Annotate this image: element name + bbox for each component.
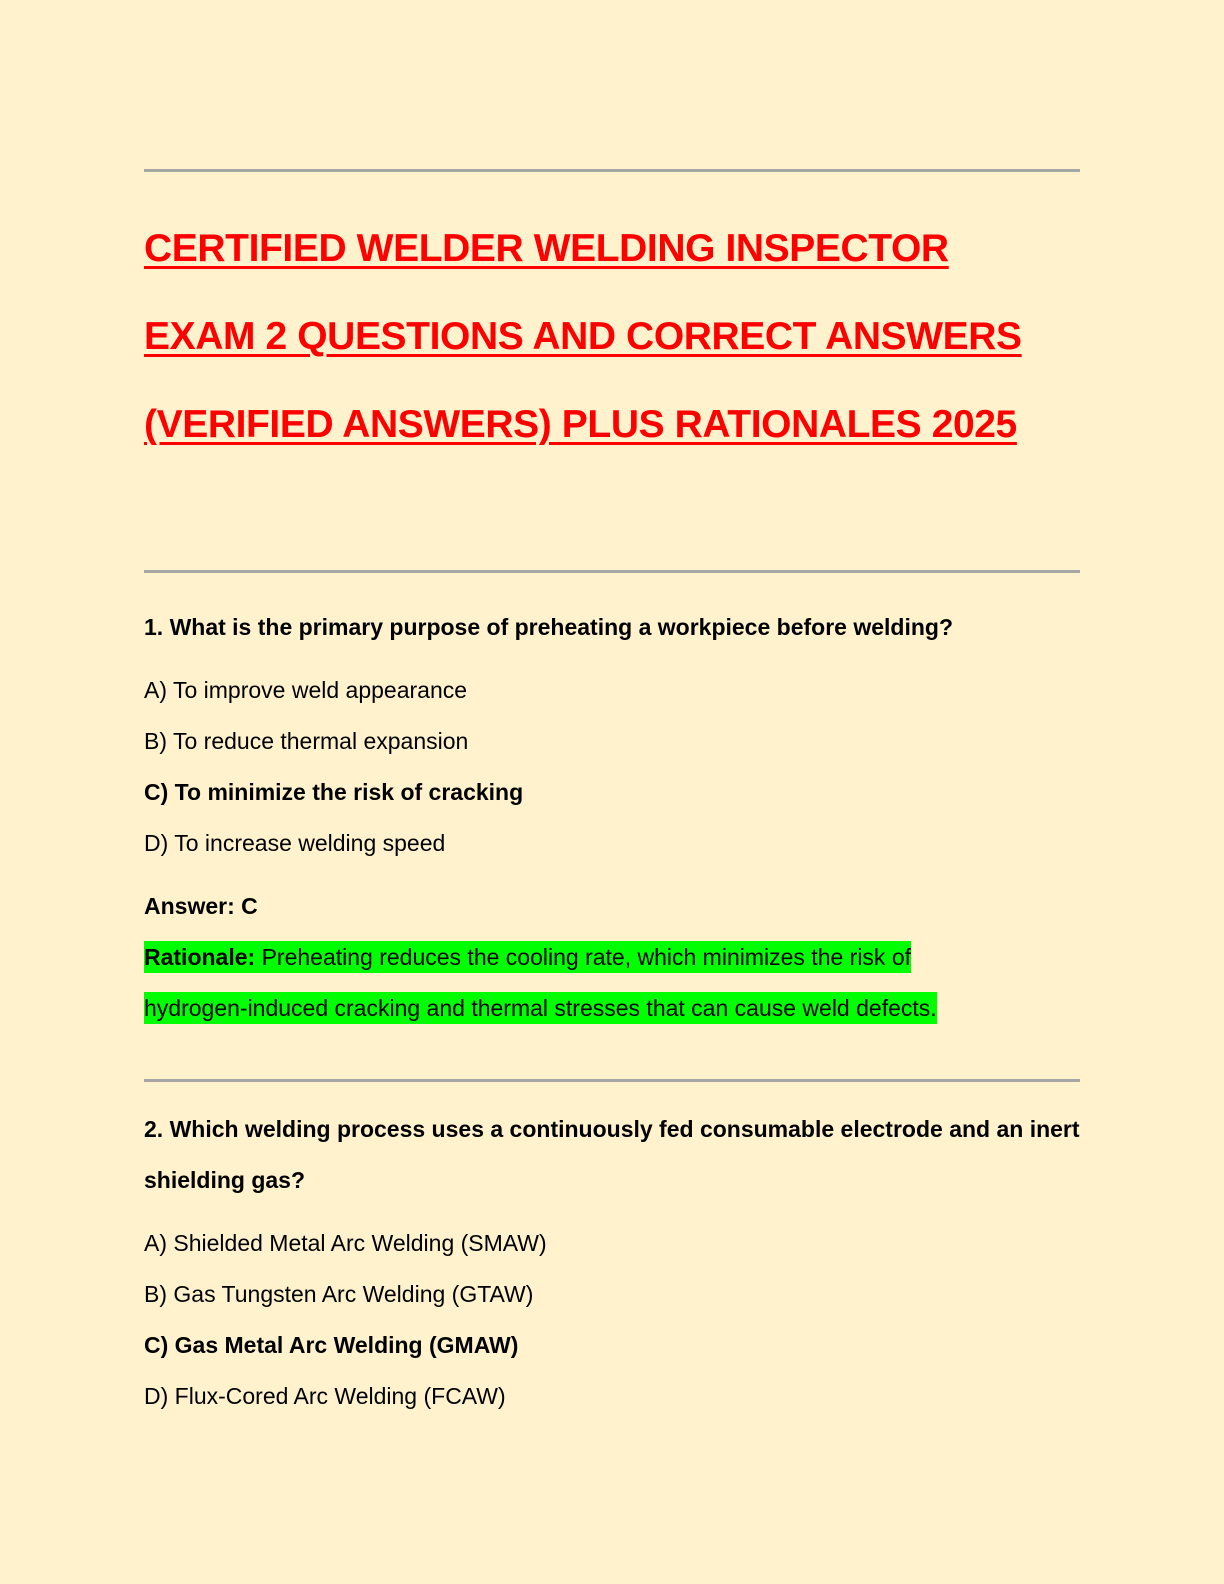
question-text: 1. What is the primary purpose of preheating a workpiece before welding? xyxy=(144,614,953,640)
option-c-correct: C) To minimize the risk of cracking xyxy=(144,779,524,805)
rationale-highlight-line-2 xyxy=(144,992,937,1024)
title-line-1: CERTIFIED WELDER WELDING INSPECTOR xyxy=(144,227,949,270)
option-b: B) To reduce thermal expansion xyxy=(144,728,469,754)
rationale-label: Rationale: xyxy=(144,944,256,970)
document-title xyxy=(144,205,1104,469)
horizontal-rule xyxy=(144,570,1080,573)
rationale-text-1: Preheating reduces the cooling rate, which minimizes the risk of xyxy=(255,944,912,970)
question-2 xyxy=(144,1104,1080,1422)
option-a: A) Shielded Metal Arc Welding (SMAW) xyxy=(144,1230,547,1256)
question-text: 2. Which welding process uses a continuously fed consumable electrode and an inert shielding gas? xyxy=(144,1116,1080,1193)
title-line-3: (VERIFIED ANSWERS) PLUS RATIONALES 2025 xyxy=(144,403,1017,446)
option-b: B) Gas Tungsten Arc Welding (GTAW) xyxy=(144,1281,534,1307)
option-a: A) To improve weld appearance xyxy=(144,677,468,703)
answer-line: Answer: C xyxy=(144,893,258,919)
option-d: D) Flux-Cored Arc Welding (FCAW) xyxy=(144,1383,506,1409)
horizontal-rule xyxy=(144,1079,1080,1082)
question-1 xyxy=(144,602,1080,1034)
rationale xyxy=(144,932,1080,1034)
horizontal-rule xyxy=(144,169,1080,172)
rationale-text-2: hydrogen-induced cracking and thermal stresses that can cause weld defects. xyxy=(144,995,937,1021)
title-line-2: EXAM 2 QUESTIONS AND CORRECT ANSWERS xyxy=(144,315,1022,358)
option-c-correct: C) Gas Metal Arc Welding (GMAW) xyxy=(144,1332,519,1358)
option-d: D) To increase welding speed xyxy=(144,830,446,856)
rationale-highlight-line-1 xyxy=(144,941,911,973)
